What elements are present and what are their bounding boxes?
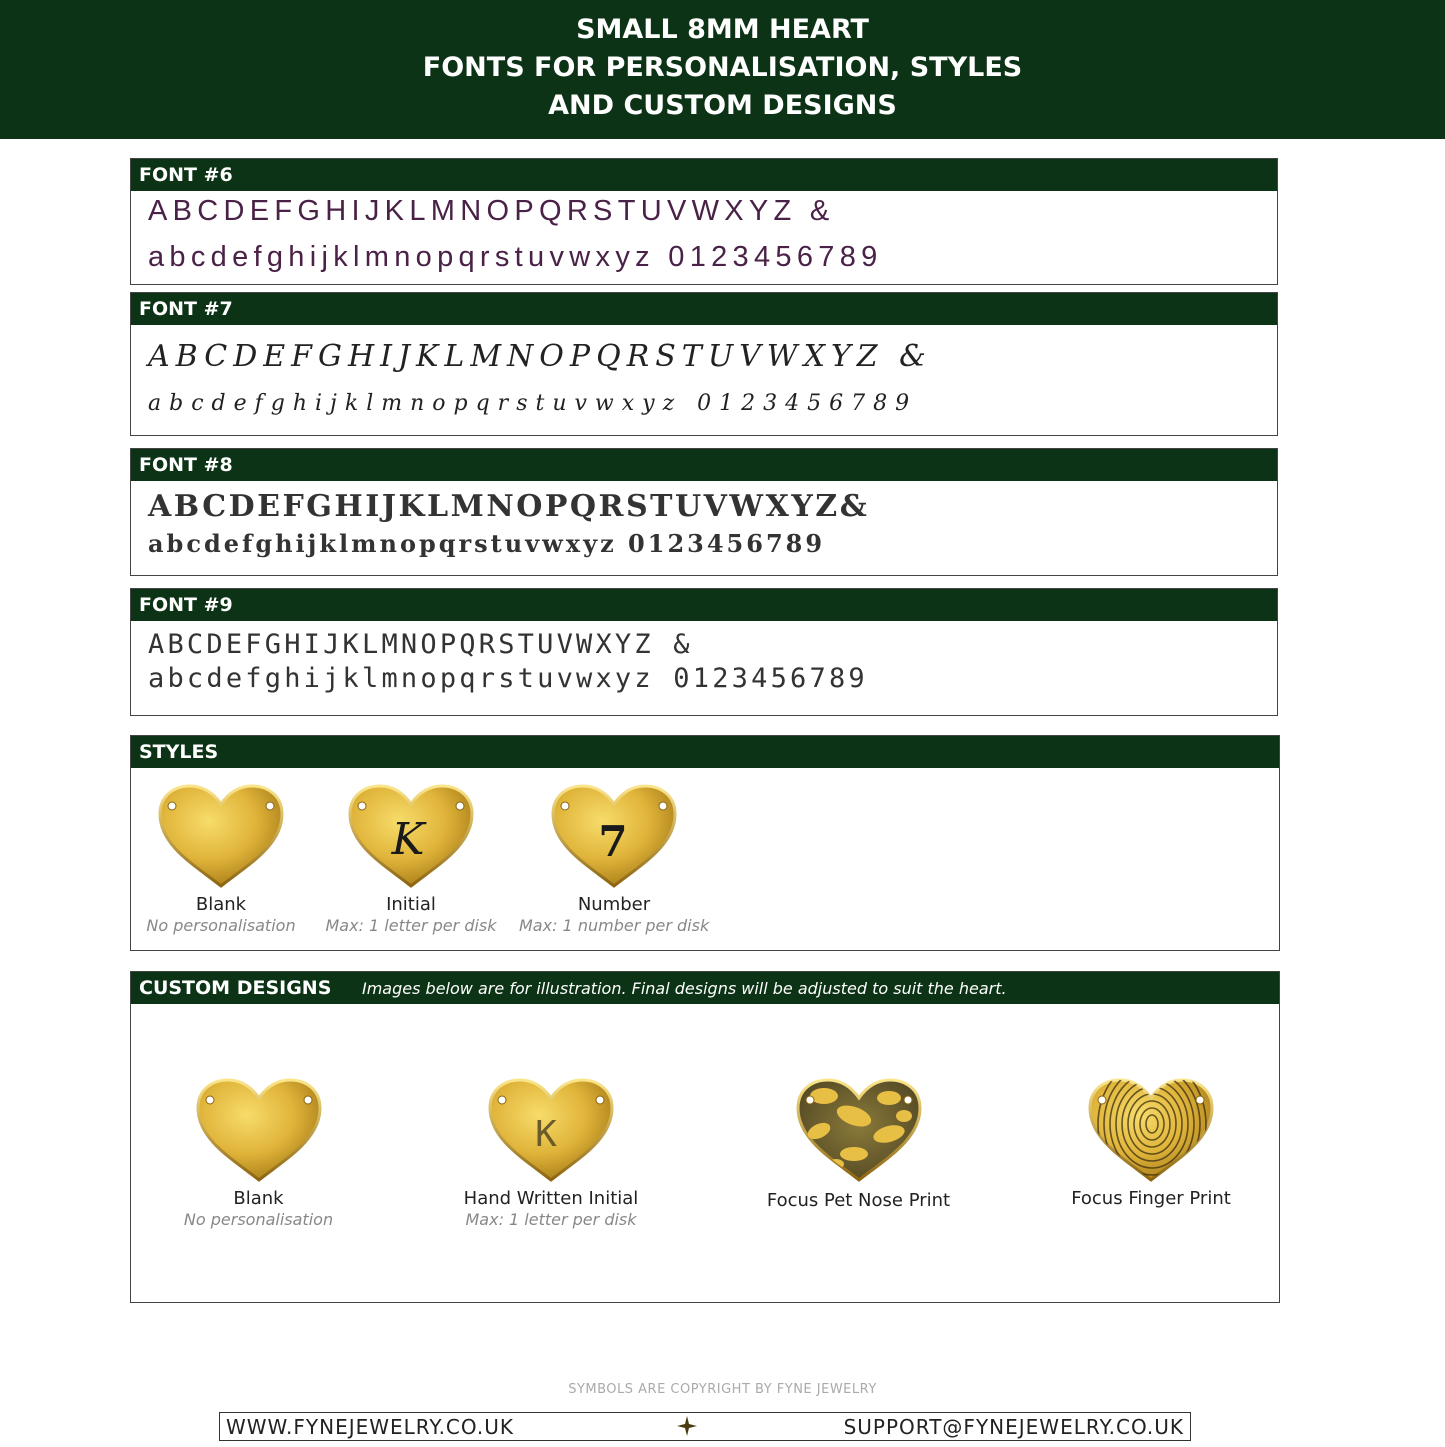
page-header <box>0 0 1445 139</box>
style-blank-name: Blank <box>195 894 247 915</box>
custom-pet-nose-name: Focus Pet Nose Print <box>766 1190 951 1211</box>
copyright-notice: SYMBOLS ARE COPYRIGHT BY FYNE JEWELRY <box>568 1382 877 1397</box>
style-blank[interactable] <box>141 782 301 936</box>
custom-hand-written-sub: Max: 1 letter per disk <box>465 1210 637 1229</box>
font-8-title: FONT #8 <box>131 449 1277 481</box>
footer-bar <box>219 1412 1191 1441</box>
style-number-sub: Max: 1 number per disk <box>519 916 710 935</box>
font-9-lowercase: abcdefghijklmnopqrstuvwxyz 0123456789 <box>148 663 868 694</box>
font-8-uppercase: ABCDEFGHIJKLMNOPQRSTUVWXYZ& <box>148 489 870 524</box>
custom-designs-title: CUSTOM DESIGNS <box>139 977 332 999</box>
style-initial-sub: Max: 1 letter per disk <box>325 916 497 935</box>
styles-panel <box>130 735 1280 951</box>
gold-heart-icon <box>156 782 286 894</box>
custom-designs-panel <box>130 971 1280 1303</box>
font-6-uppercase: ABCDEFGHIJKLMNOPQRSTUVWXYZ & <box>148 195 835 227</box>
support-email-link[interactable]: SUPPORT@FYNEJEWELRY.CO.UK <box>843 1415 1184 1439</box>
pet-nose-print-heart-icon <box>794 1076 924 1188</box>
custom-designs-bar <box>131 972 1279 1004</box>
font-6-lowercase: abcdefghijklmnopqrstuvwxyz 0123456789 <box>148 241 883 273</box>
style-number[interactable] <box>519 782 709 936</box>
style-number-name: Number <box>577 894 651 915</box>
font-7-panel <box>130 292 1278 436</box>
font-7-title: FONT #7 <box>131 293 1277 325</box>
font-8-panel <box>130 448 1278 576</box>
font-8-lowercase: abcdefghijklmnopqrstuvwxyz 0123456789 <box>148 529 826 558</box>
finger-print-heart-icon <box>1086 1076 1216 1188</box>
gold-heart-handwritten-icon <box>486 1076 616 1188</box>
custom-designs-note: Images below are for illustration. Final designs will be adjusted to suit the heart. <box>362 979 1007 998</box>
font-7-uppercase: ABCDEFGHIJKLMNOPQRSTUVWXYZ & <box>148 339 932 374</box>
engraved-number: 7 <box>598 817 628 866</box>
custom-hand-written-name: Hand Written Initial <box>463 1188 639 1209</box>
custom-blank-sub: No personalisation <box>183 1210 334 1229</box>
style-blank-sub: No personalisation <box>146 916 296 935</box>
custom-blank[interactable] <box>176 1076 341 1230</box>
font-9-title: FONT #9 <box>131 589 1277 621</box>
style-initial-name: Initial <box>386 894 436 915</box>
styles-title: STYLES <box>131 736 1279 768</box>
font-7-lowercase: abcdefghijklmnopqrstuvwxyz 0123456789 <box>148 391 918 416</box>
custom-blank-name: Blank <box>233 1188 284 1209</box>
header-line-3: AND CUSTOM DESIGNS <box>548 90 897 121</box>
font-9-panel <box>130 588 1278 716</box>
custom-finger-print[interactable] <box>1051 1076 1251 1210</box>
font-6-title: FONT #6 <box>131 159 1277 191</box>
header-line-1: SMALL 8MM HEART <box>576 14 869 45</box>
four-point-star-icon <box>676 1415 698 1437</box>
font-9-uppercase: ABCDEFGHIJKLMNOPQRSTUVWXYZ & <box>148 629 693 660</box>
font-6-panel <box>130 158 1278 285</box>
header-line-2: FONTS FOR PERSONALISATION, STYLES <box>422 52 1023 83</box>
engraved-initial: K <box>391 814 425 865</box>
website-link[interactable]: WWW.FYNEJEWELRY.CO.UK <box>226 1415 514 1439</box>
engraved-handwritten-initial: K <box>535 1114 557 1155</box>
gold-heart-initial-icon <box>346 782 476 894</box>
style-initial[interactable] <box>321 782 501 936</box>
custom-hand-written-initial[interactable] <box>451 1076 651 1230</box>
custom-pet-nose-print[interactable] <box>751 1076 966 1212</box>
gold-heart-icon <box>194 1076 324 1188</box>
custom-finger-print-name: Focus Finger Print <box>1071 1188 1231 1209</box>
gold-heart-number-icon <box>549 782 679 894</box>
